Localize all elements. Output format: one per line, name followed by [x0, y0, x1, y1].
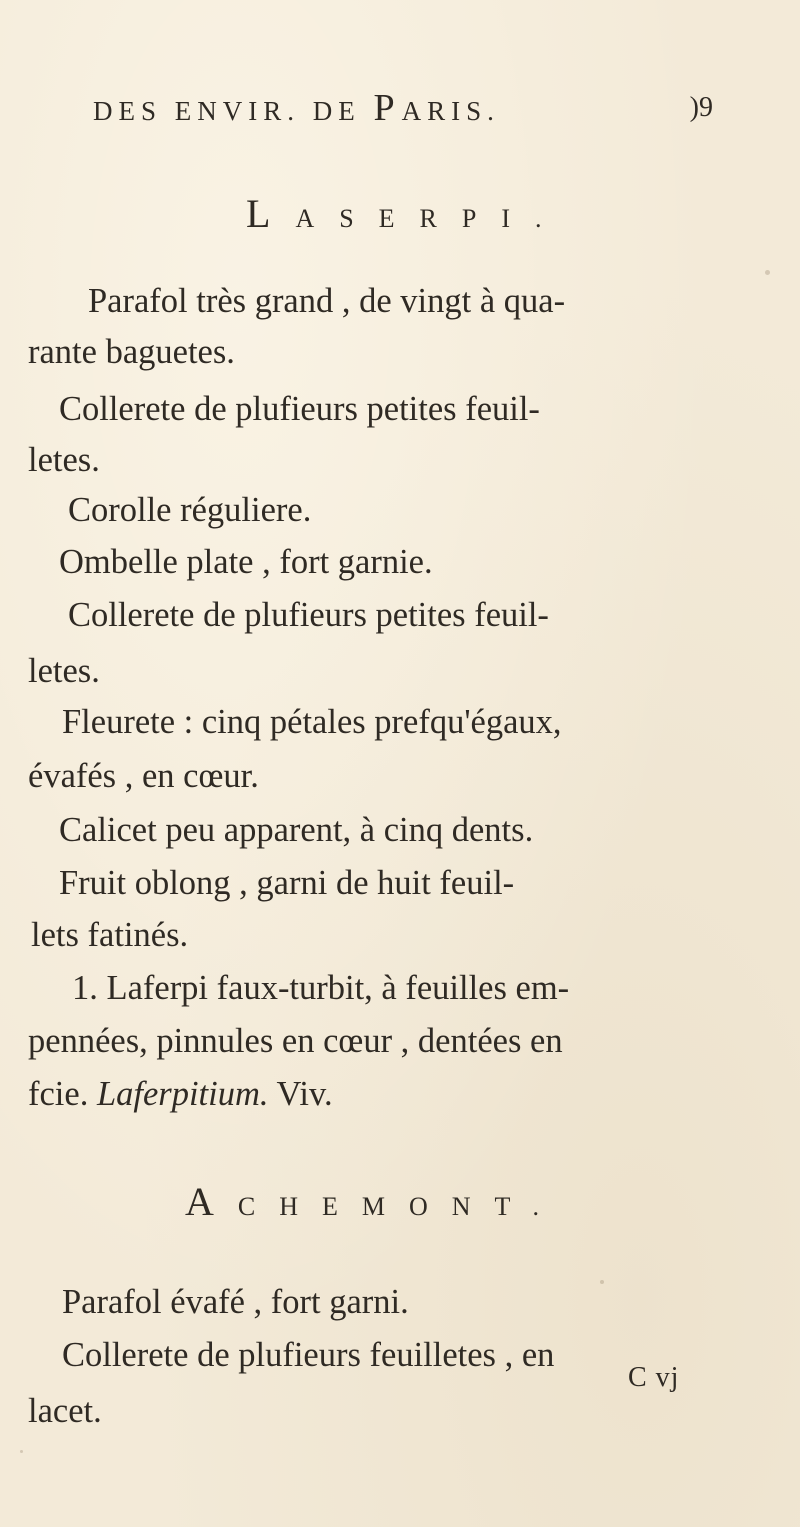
running-head-capital: P [373, 87, 402, 129]
text-fragment: Viv. [268, 1075, 333, 1113]
running-head-text: DES ENVIR. DE [93, 96, 374, 126]
text-line: Parafol évafé , fort garni. [62, 1283, 409, 1321]
section-title-rest: ASERPI. [295, 204, 567, 233]
text-line: Collerete de plufieurs feuilletes , en [62, 1336, 555, 1374]
text-line: letes. [28, 441, 100, 479]
paper-spot [20, 1450, 23, 1453]
text-line: lacet. [28, 1392, 102, 1430]
section-title-capital: L [246, 191, 296, 236]
page-number: )9 [689, 92, 713, 123]
text-line [28, 1077, 333, 1112]
text-line: Collerete de plufieurs petites feuil- [68, 596, 549, 634]
text-line: 1. Laferpi faux-turbit, à feuilles em- [72, 969, 570, 1007]
section-title-laserpi [246, 190, 567, 237]
section-title-rest: CHEMONT. [237, 1192, 564, 1221]
section-title-achemont [185, 1178, 563, 1225]
text-line: Fleurete : cinq pétales prefqu'égaux, [62, 703, 562, 741]
paper-spot [600, 1280, 604, 1284]
text-line: Corolle réguliere. [68, 491, 312, 529]
text-fragment: fcie. [28, 1075, 97, 1113]
section-title-capital: A [185, 1179, 238, 1224]
latin-name: Laferpitium. [96, 1075, 269, 1113]
text-line: évafés , en cœur. [28, 757, 259, 795]
text-line: Parafol très grand , de vingt à qua- [88, 282, 566, 320]
text-line: Collerete de plufieurs petites feuil- [59, 390, 540, 428]
signature-mark: C vj [628, 1362, 680, 1393]
text-line: lets fatinés. [31, 916, 189, 954]
running-head [93, 86, 713, 130]
text-line: Ombelle plate , fort garnie. [59, 543, 433, 581]
running-head-rest: ARIS. [401, 96, 500, 126]
text-line: rante baguetes. [28, 333, 235, 371]
text-line: pennées, pinnules en cœur , dentées en [28, 1022, 563, 1060]
text-line: Fruit oblong , garni de huit feuil- [59, 864, 515, 902]
text-line: letes. [28, 652, 100, 690]
paper-spot [765, 270, 770, 275]
text-line: Calicet peu apparent, à cinq dents. [59, 811, 534, 849]
